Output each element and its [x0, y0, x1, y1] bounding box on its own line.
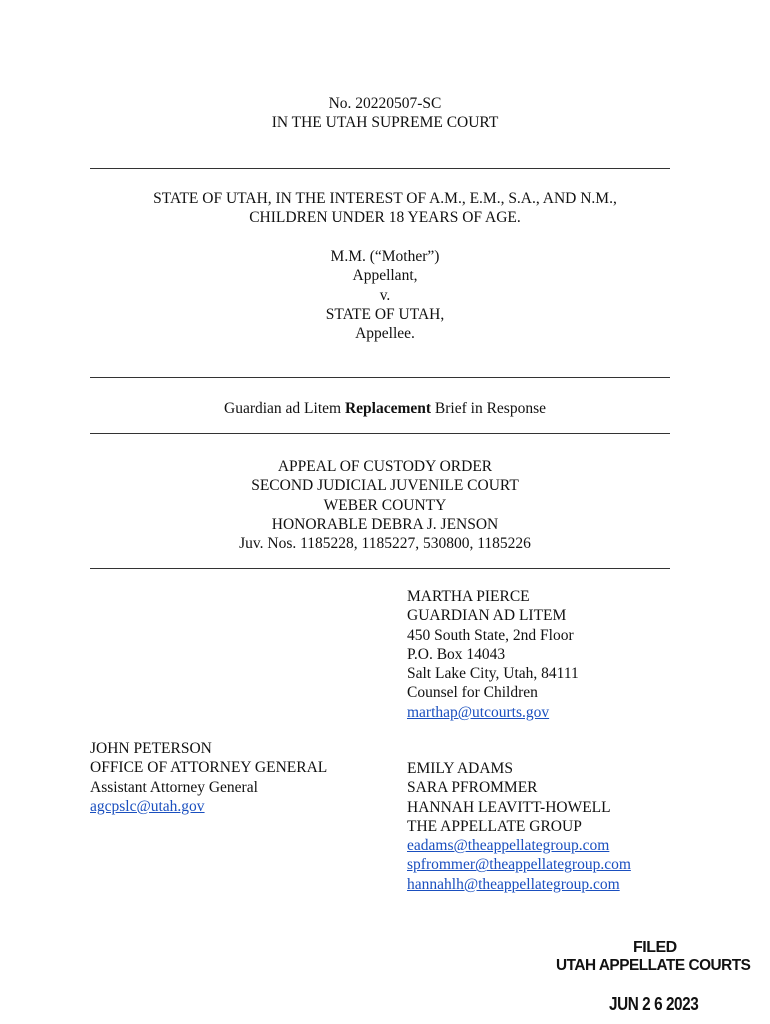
court-name: IN THE UTAH SUPREME COURT	[271, 114, 499, 132]
filed-stamp-label: FILED	[633, 939, 677, 956]
brief-title-suffix: Brief in Response	[431, 400, 546, 417]
parties-heading	[0, 189, 770, 228]
appeal-line: SECOND JUDICIAL JUVENILE COURT	[251, 477, 519, 495]
parties-line-2: CHILDREN UNDER 18 YEARS OF AGE.	[249, 209, 521, 227]
parties-line-1: STATE OF UTAH, IN THE INTEREST OF A.M., E.M., S.A., AND N.M.,	[153, 190, 617, 207]
appeal-line: HONORABLE DEBRA J. JENSON	[271, 515, 499, 533]
counsel-line: MARTHA PIERCE	[407, 588, 530, 605]
gal-email-link[interactable]: marthap@utcourts.gov	[407, 703, 550, 721]
appellate-email-link[interactable]: hannahlh@theappellategroup.com	[407, 875, 620, 893]
brief-title-emphasis: Replacement	[344, 400, 432, 417]
divider	[90, 168, 670, 169]
counsel-line: Salt Lake City, Utah, 84111	[407, 665, 579, 683]
divider	[90, 433, 670, 434]
case-caption	[0, 94, 770, 133]
appellate-counsel-block	[407, 759, 631, 894]
state-counsel-block	[90, 739, 327, 816]
state-email-link[interactable]: agcpslc@utah.gov	[90, 797, 205, 815]
versus: v.	[379, 286, 391, 304]
gal-counsel-block	[407, 587, 579, 722]
brief-title	[0, 399, 770, 418]
appellant-role: Appellant,	[352, 267, 418, 285]
counsel-line: P.O. Box 14043	[407, 645, 506, 663]
brief-title-prefix: Guardian ad Litem	[224, 400, 345, 417]
counsel-line: Assistant Attorney General	[90, 778, 258, 796]
counsel-line: JOHN PETERSON	[90, 740, 212, 757]
counsel-line: THE APPELLATE GROUP	[407, 817, 582, 835]
appeal-line: Juv. Nos. 1185228, 1185227, 530800, 1185226	[239, 535, 531, 553]
divider	[90, 377, 670, 378]
counsel-line: 450 South State, 2nd Floor	[407, 626, 574, 644]
parties-block	[0, 247, 770, 343]
appellate-email-link[interactable]: eadams@theappellategroup.com	[407, 837, 610, 855]
appellee-name: STATE OF UTAH,	[325, 305, 445, 323]
counsel-line: SARA PFROMMER	[407, 779, 538, 797]
counsel-line: EMILY ADAMS	[407, 760, 513, 777]
appeal-line: WEBER COUNTY	[323, 496, 447, 514]
appellee-role: Appellee.	[355, 325, 415, 343]
counsel-line: GUARDIAN AD LITEM	[407, 607, 567, 625]
filed-stamp-court: UTAH APPELLATE COURTS	[556, 957, 751, 974]
counsel-line: HANNAH LEAVITT-HOWELL	[407, 798, 611, 816]
appeal-line: APPEAL OF CUSTODY ORDER	[277, 458, 493, 475]
case-number: No. 20220507-SC	[328, 95, 442, 112]
filed-stamp-date: JUN 2 6 2023	[609, 994, 699, 1014]
appellant-name: M.M. (“Mother”)	[330, 248, 440, 265]
counsel-line: OFFICE OF ATTORNEY GENERAL	[90, 759, 328, 777]
divider	[90, 568, 670, 569]
appellate-email-link[interactable]: spfrommer@theappellategroup.com	[407, 856, 631, 874]
appeal-info	[0, 457, 770, 553]
counsel-line: Counsel for Children	[407, 684, 538, 702]
